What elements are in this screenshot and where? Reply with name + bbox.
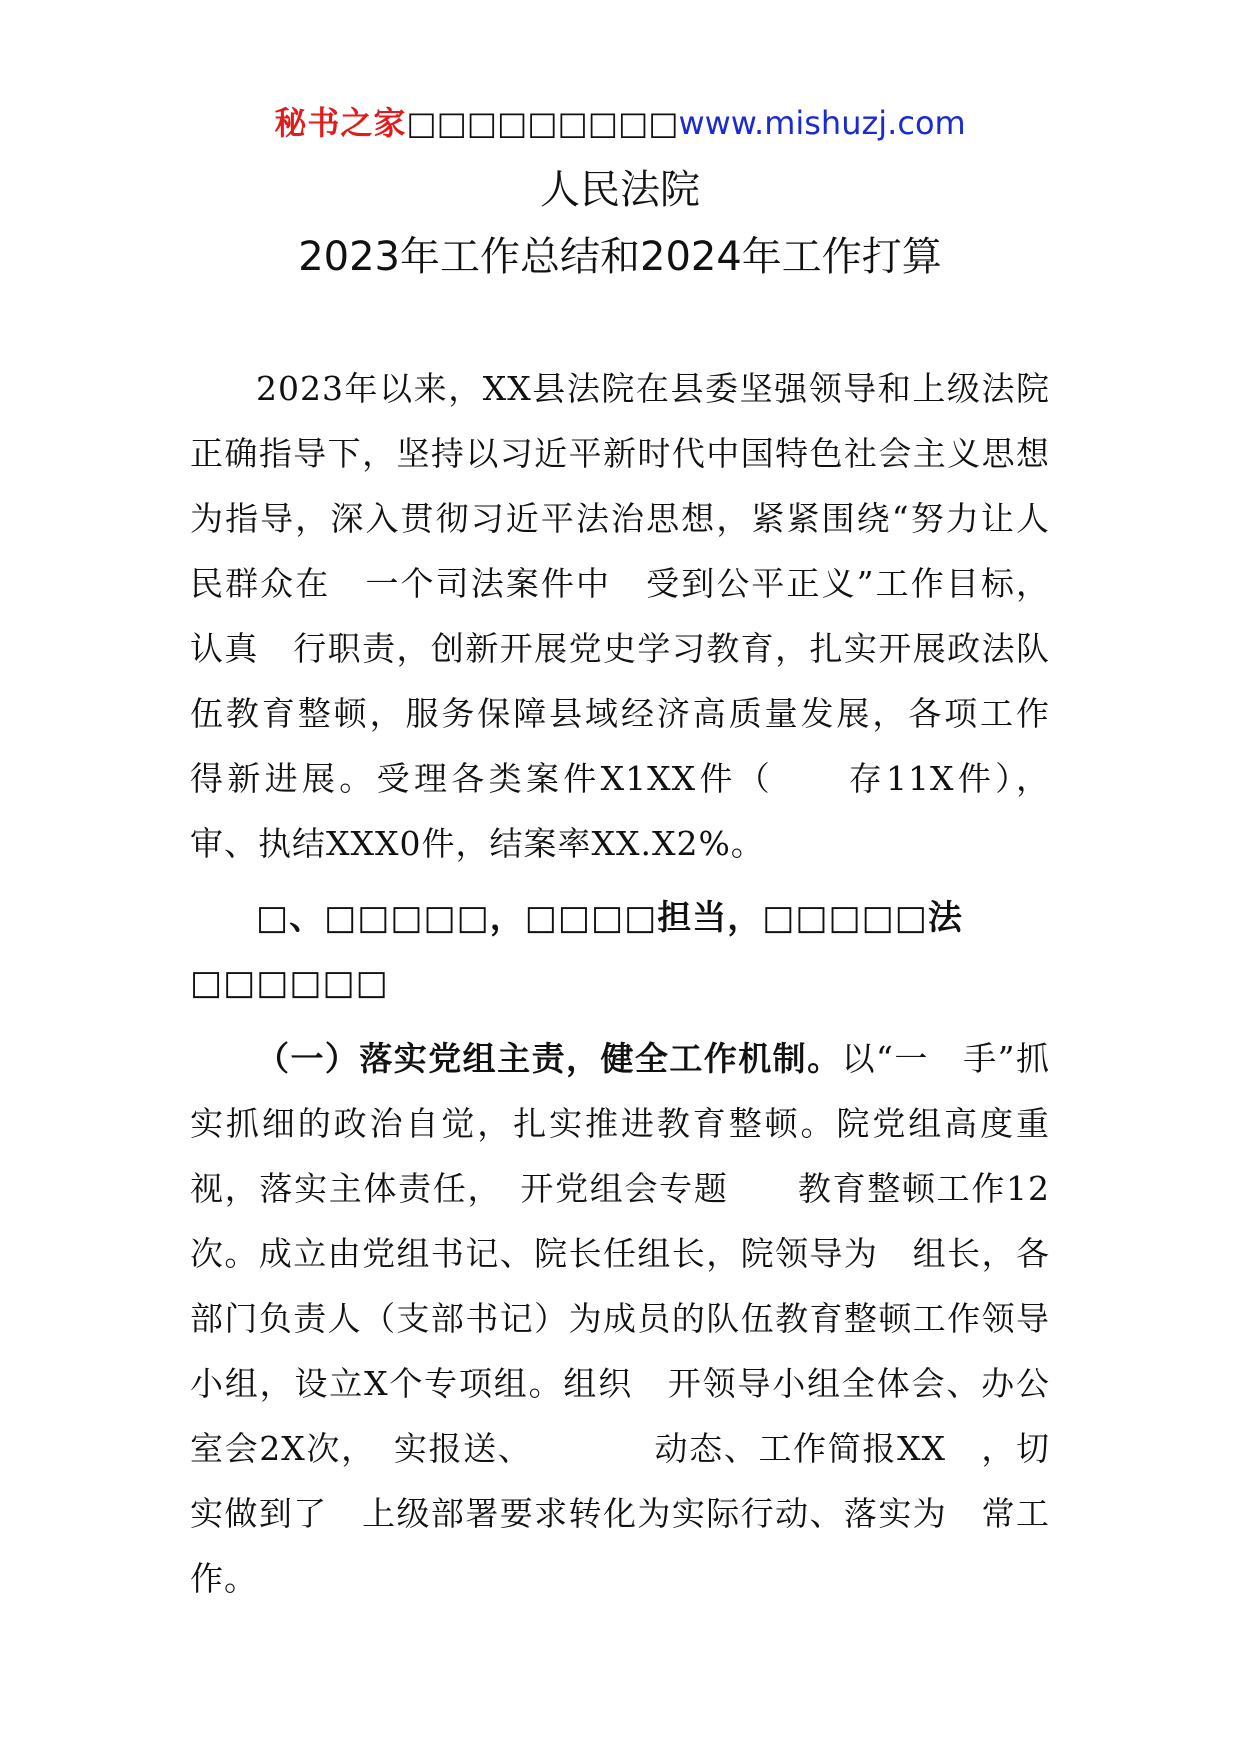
- subsection-paragraph-1: [190, 1026, 1050, 1611]
- document-body: [190, 356, 1084, 1611]
- site-url-link[interactable]: www.mishuzj.com: [678, 104, 966, 142]
- brand-name: 秘书之家: [274, 104, 407, 142]
- intro-paragraph: 2023年以来，XX县法院在县委坚强领导和上级法院正确指导下，坚持以习近平新时代中国特色社会主义思想为指导，深入贯彻习近平法治思想，紧紧围绕“努力让人民群众在 一个司法案件中 受到公平正义”工作目标，认真 行职责，创新开展党史学习教育，扎实开展政法队伍教育整顿，服务保障县域经济高质量发展，各项工作 得新进展。受理各类案件X1XX件（ 存11X件），审、执结XXX0件，结案率XX.X2%。: [190, 369, 1084, 863]
- subsection-text-1: 以“一 手”抓实抓细的政治自觉，扎实推进教育整顿。院党组高度重视，落实主体责任， 开党组会专题 教育整顿工作12次。成立由党组书记、院长任组长，院领导为 组长，各部门负责人（支部书记）为成员的队伍教育整顿工作领导小组，设立X个专项组。组织 开领导小组全体会、办公室会2X次， 实报送、 动态、工作简报XX ，切实做到了 上级部署要求转化为实际行动、落实为 常工作。: [190, 1039, 1050, 1598]
- section-heading-1: □、□□□□□，□□□□担当，□□□□□法□□□□□□: [190, 898, 963, 1003]
- document-title-line-1: 人民法院: [540, 167, 700, 213]
- garbled-text: □□□□□□□□□: [406, 104, 679, 142]
- watermark-header: [0, 100, 1240, 146]
- subsection-heading-1: （一）落实党组主责，健全工作机制。: [256, 1039, 842, 1078]
- document-title-line-2: 2023年工作总结和2024年工作打算: [298, 234, 942, 280]
